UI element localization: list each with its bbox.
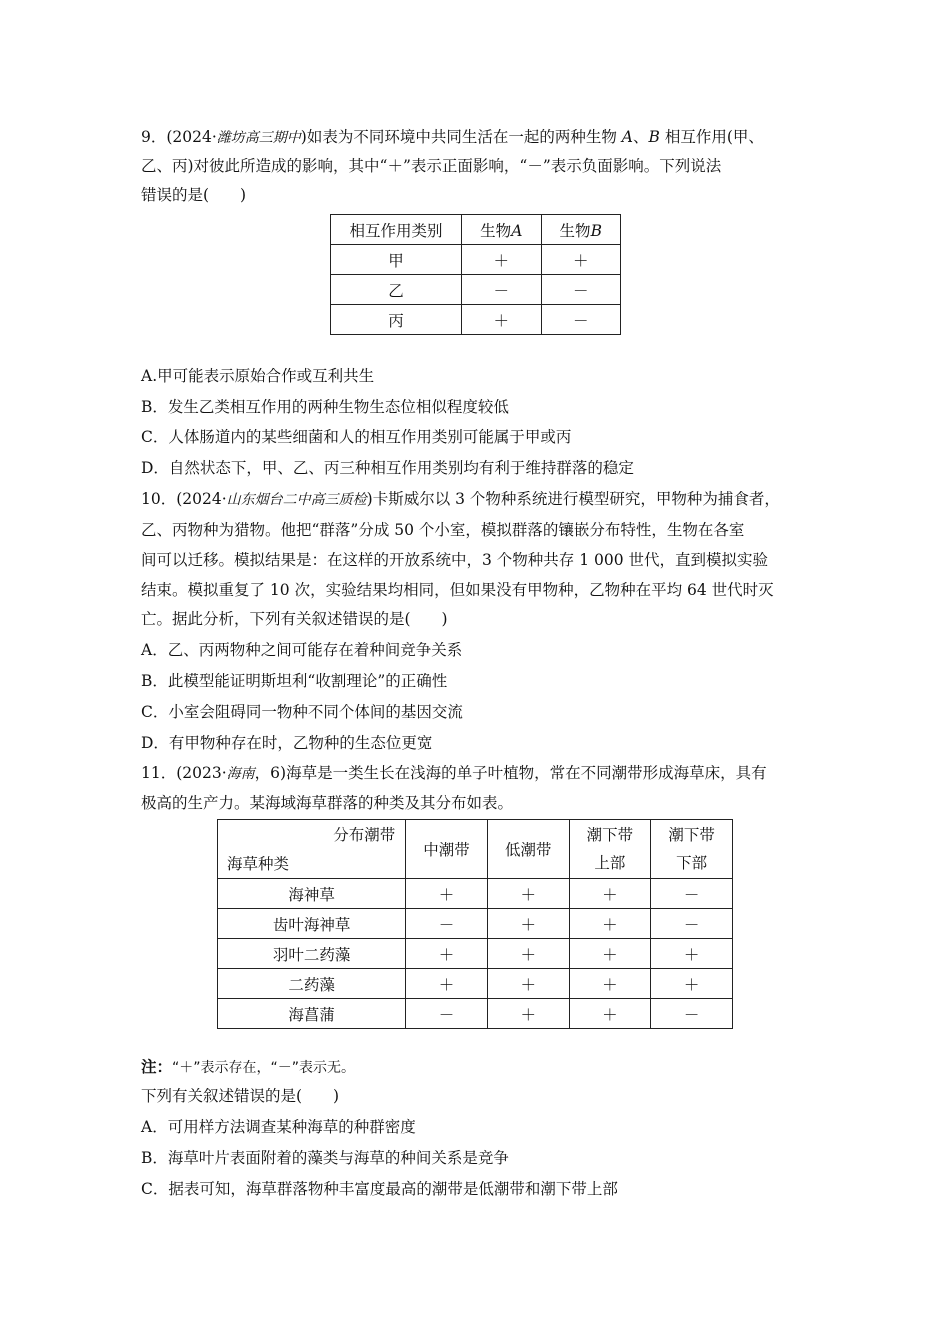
q10-option-b: B．此模型能证明斯坦利“收割理论”的正确性	[141, 672, 448, 690]
table-cell: ＋	[569, 999, 651, 1029]
q11-question: 下列有关叙述错误的是( )	[141, 1087, 340, 1105]
table-cell: 海菖蒲	[218, 999, 406, 1029]
table-cell: 乙	[331, 275, 462, 305]
table-cell: 丙	[331, 305, 462, 335]
q10-stem-line-4: 结束。模拟重复了 10 次，实验结果均相同，但如果没有甲物种，乙物种在平均 64 世代时灭	[141, 581, 774, 599]
q9-stem-line-2: 乙、丙)对彼此所造成的影响，其中“＋”表示正面影响，“－”表示负面影响。下列说法	[141, 157, 722, 175]
table-cell: ＋	[462, 305, 541, 335]
q10-option-c: C．小室会阻碍同一物种不同个体间的基因交流	[141, 703, 463, 721]
table-cell: ＋	[406, 969, 488, 999]
q10-option-d: D．有甲物种存在时，乙物种的生态位更宽	[141, 734, 433, 752]
table-row	[218, 969, 733, 999]
q9-option-c: C．人体肠道内的某些细菌和人的相互作用类别可能属于甲或丙	[141, 428, 572, 446]
q9-source: 潍坊高三期中	[216, 130, 301, 146]
table-header-cell: 潮下带 上部	[569, 820, 651, 879]
table-corner-header: 分布潮带 海草种类	[218, 820, 406, 879]
table-cell: 齿叶海神草	[218, 909, 406, 939]
q10-stem-line-5: 亡。据此分析，下列有关叙述错误的是( )	[141, 610, 448, 628]
table-cell: ＋	[487, 909, 569, 939]
q11-option-a: A．可用样方法调查某种海草的种群密度	[141, 1118, 416, 1136]
table-header-cell: 相互作用类别	[331, 215, 462, 245]
table-header-row	[331, 215, 621, 245]
table-header-cell: 潮下带 下部	[651, 820, 733, 879]
q9-stem-line-1: 9．(2024·潍坊高三期中)如表为不同环境中共同生活在一起的两种生物 A、B 相互作用(甲、	[141, 128, 764, 146]
table-cell: ＋	[569, 879, 651, 909]
q9-option-b: B．发生乙类相互作用的两种生物生态位相似程度较低	[141, 398, 509, 416]
q11-option-b: B．海草叶片表面附着的藻类与海草的种间关系是竞争	[141, 1149, 509, 1167]
q9-option-a: A.甲可能表示原始合作或互利共生	[141, 367, 375, 385]
q11-table-note: 注：“＋”表示存在，“－”表示无。	[141, 1057, 356, 1076]
q9-interaction-table	[330, 214, 621, 335]
table-cell: ＋	[651, 939, 733, 969]
table-row	[218, 879, 733, 909]
q11-option-c: C．据表可知，海草群落物种丰富度最高的潮带是低潮带和潮下带上部	[141, 1180, 618, 1198]
table-row	[218, 939, 733, 969]
q9-stem-line-3: 错误的是( )	[141, 186, 247, 204]
table-cell: ＋	[651, 969, 733, 999]
table-header-cell: 生物B	[541, 215, 620, 245]
q11-source: 海南	[226, 766, 255, 782]
table-cell: 二药藻	[218, 969, 406, 999]
q10-source: 山东烟台二中高三质检	[226, 492, 367, 508]
table-row	[218, 909, 733, 939]
table-cell: －	[541, 305, 620, 335]
table-cell: 海神草	[218, 879, 406, 909]
table-cell: －	[651, 909, 733, 939]
table-cell: ＋	[462, 245, 541, 275]
table-cell: ＋	[569, 939, 651, 969]
table-header-cell: 中潮带	[406, 820, 488, 879]
table-cell: ＋	[569, 909, 651, 939]
table-cell: －	[541, 275, 620, 305]
table-cell: －	[651, 999, 733, 1029]
table-cell: ＋	[406, 879, 488, 909]
q9-option-d: D．自然状态下，甲、乙、丙三种相互作用类别均有利于维持群落的稳定	[141, 459, 634, 477]
table-cell: －	[406, 909, 488, 939]
table-cell: 羽叶二药藻	[218, 939, 406, 969]
table-cell: 甲	[331, 245, 462, 275]
q11-stem-line-1: 11．(2023·海南，6)海草是一类生长在浅海的单子叶植物，常在不同潮带形成海草床，具有	[141, 764, 767, 782]
table-row	[331, 275, 621, 305]
q11-seagrass-table	[217, 819, 733, 1029]
q11-stem-line-2: 极高的生产力。某海域海草群落的种类及其分布如表。	[141, 794, 514, 812]
table-cell: －	[406, 999, 488, 1029]
table-header-cell: 低潮带	[487, 820, 569, 879]
table-row	[331, 245, 621, 275]
table-header-cell: 生物A	[462, 215, 541, 245]
q10-option-a: A．乙、丙两物种之间可能存在着种间竞争关系	[141, 641, 463, 659]
table-header-row	[218, 820, 733, 879]
table-cell: ＋	[406, 939, 488, 969]
table-cell: ＋	[569, 969, 651, 999]
table-row	[218, 999, 733, 1029]
table-cell: －	[651, 879, 733, 909]
q10-stem-line-2: 乙、丙物种为猎物。他把“群落”分成 50 个小室，模拟群落的镶嵌分布特性，生物在各室	[141, 521, 745, 539]
q10-stem-line-3: 间可以迁移。模拟结果是：在这样的开放系统中，3 个物种共存 1 000 世代，直到模拟实验	[141, 551, 769, 569]
table-cell: ＋	[487, 939, 569, 969]
table-row	[331, 305, 621, 335]
q10-stem-line-1: 10．(2024·山东烟台二中高三质检)卡斯威尔以 3 个物种系统进行模型研究，甲物种为捕食者，	[141, 490, 780, 508]
table-cell: ＋	[541, 245, 620, 275]
table-cell: ＋	[487, 969, 569, 999]
table-cell: －	[462, 275, 541, 305]
table-cell: ＋	[487, 879, 569, 909]
table-cell: ＋	[487, 999, 569, 1029]
